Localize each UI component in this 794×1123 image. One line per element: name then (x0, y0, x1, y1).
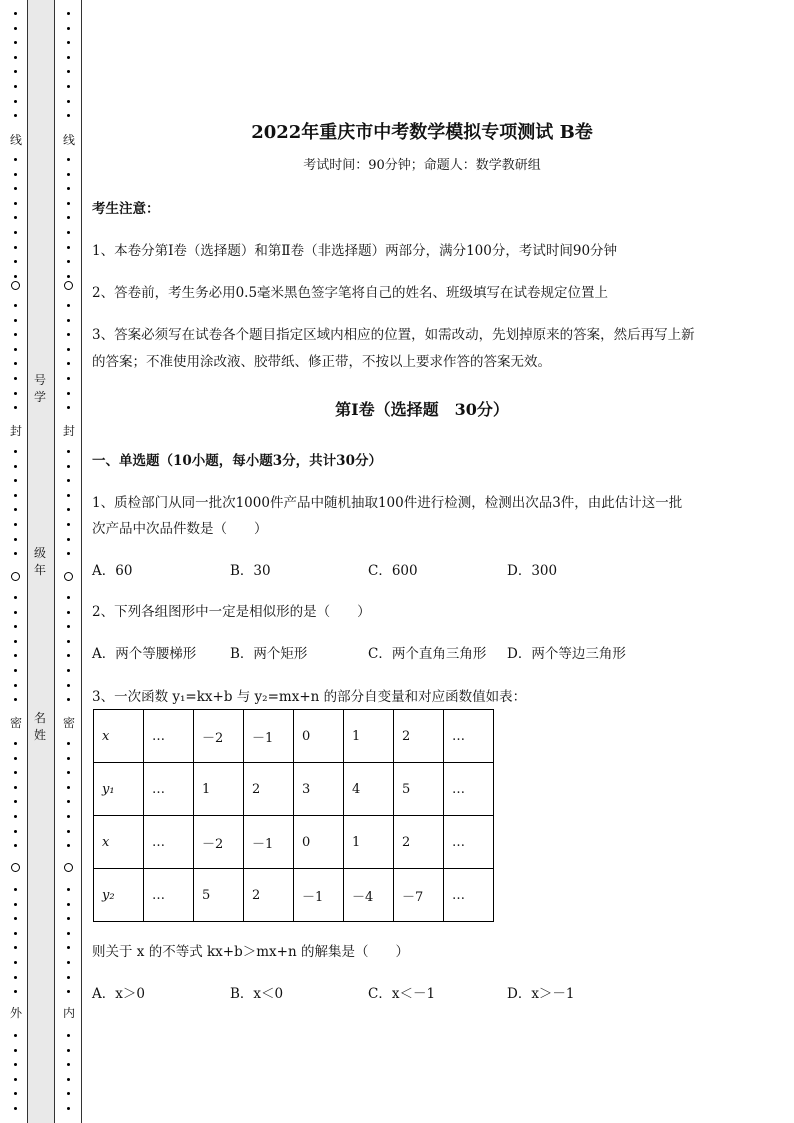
seal-dot (14, 246, 17, 249)
question-3-stem: 3、一次函数 y₁=kx+b 与 y₂=mx+n 的部分自变量和对应函数值如表： (92, 689, 527, 705)
table-cell: y₁ (94, 763, 144, 816)
seal-dot (14, 1034, 17, 1037)
question-1-line-1: 1、质检部门从同一批次1000件产品中随机抽取100件进行检测，检测出次品3件，由此估计这一批 (92, 495, 683, 511)
seal-dot (14, 552, 17, 555)
seal-dot (14, 348, 17, 351)
outer-seal-line (9, 0, 23, 1123)
seal-dot (14, 333, 17, 336)
seal-dot (14, 917, 17, 920)
question-3-question: 则关于 x 的不等式 kx+b＞mx+n 的解集是（ ） (92, 944, 409, 960)
seal-dot (14, 450, 17, 453)
seal-dot (67, 362, 70, 365)
seal-dot (67, 27, 70, 30)
seal-dot (67, 41, 70, 44)
seal-dot (67, 1063, 70, 1066)
seal-dot (14, 698, 17, 701)
note-item-2: 2、答卷前，考生务必用0.5毫米黑色签字笔将自己的姓名、班级填写在试卷规定位置上 (92, 285, 609, 301)
q2-option-d: D．两个等边三角形 (507, 646, 626, 662)
field-grade: 级 年 (33, 546, 46, 577)
seal-dot (67, 976, 70, 979)
seal-dot (14, 479, 17, 482)
table-row (94, 763, 494, 816)
seal-dot (14, 976, 17, 979)
table-cell: －4 (344, 869, 394, 922)
seal-dot (14, 392, 17, 395)
seal-dot (67, 158, 70, 161)
seal-dot (67, 406, 70, 409)
seal-dot (67, 56, 70, 59)
seal-circle (11, 863, 20, 872)
q3-option-d: D．x＞－1 (507, 986, 575, 1002)
part-heading: 一、单选题（10小题，每小题3分，共计30分） (92, 453, 382, 469)
seal-dot (14, 494, 17, 497)
seal-dot (67, 319, 70, 322)
seal-circle (64, 281, 73, 290)
q2-option-a: A．两个等腰梯形 (92, 646, 197, 662)
seal-dot (67, 1092, 70, 1095)
seal-dot (14, 114, 17, 117)
table-row (94, 710, 494, 763)
table-cell: … (144, 816, 194, 869)
note-item-1: 1、本卷分第I卷（选择题）和第Ⅱ卷（非选择题）两部分，满分100分，考试时间90分钟 (92, 243, 618, 259)
seal-dot (67, 596, 70, 599)
table-cell: 0 (294, 710, 344, 763)
q1-option-d: D．300 (507, 563, 558, 579)
seal-dot (14, 800, 17, 803)
seal-dot (67, 465, 70, 468)
seal-dot (67, 844, 70, 847)
table-cell: －1 (244, 816, 294, 869)
seal-dot (14, 275, 17, 278)
seal-dot (14, 70, 17, 73)
seal-dot (67, 187, 70, 190)
seal-dot (67, 932, 70, 935)
q2-option-b: B．两个矩形 (230, 646, 308, 662)
seal-circle (11, 281, 20, 290)
q3-option-b: B．x＜0 (230, 986, 284, 1002)
seal-dot (67, 202, 70, 205)
seal-dot (67, 1107, 70, 1110)
seal-dot (14, 888, 17, 891)
table-cell: 2 (244, 763, 294, 816)
seal-dot (67, 100, 70, 103)
seal-dot (67, 800, 70, 803)
seal-dot (67, 815, 70, 818)
seal-dot (14, 27, 17, 30)
seal-dot (14, 990, 17, 993)
seal-dot (67, 348, 70, 351)
seal-dot (67, 304, 70, 307)
seal-dot (67, 771, 70, 774)
seal-dot (14, 158, 17, 161)
table-cell: … (144, 710, 194, 763)
seal-dot (14, 830, 17, 833)
seal-dot (14, 406, 17, 409)
seal-dot (14, 1107, 17, 1110)
seal-dot (67, 698, 70, 701)
table-cell: －1 (244, 710, 294, 763)
seal-dot (67, 903, 70, 906)
seal-dot (67, 1078, 70, 1081)
seal-dot (67, 1034, 70, 1037)
seal-dot (14, 41, 17, 44)
seal-label: 封 (9, 424, 22, 438)
note-item-3-cont: 的答案；不准使用涂改液、胶带纸、修正带，不按以上要求作答的答案无效。 (92, 354, 551, 370)
seal-dot (14, 654, 17, 657)
seal-dot (67, 275, 70, 278)
seal-dot (67, 216, 70, 219)
seal-dot (14, 523, 17, 526)
seal-label: 密 (9, 716, 22, 730)
seal-dot (14, 640, 17, 643)
seal-dot (67, 611, 70, 614)
seal-dot (67, 377, 70, 380)
table-cell: … (444, 710, 494, 763)
seal-dot (67, 173, 70, 176)
seal-dot (67, 333, 70, 336)
seal-dot (14, 1049, 17, 1052)
seal-dot (14, 465, 17, 468)
seal-dot (67, 479, 70, 482)
seal-dot (14, 508, 17, 511)
seal-dot (14, 1078, 17, 1081)
seal-label: 内 (62, 1006, 75, 1020)
seal-dot (67, 830, 70, 833)
seal-dot (14, 815, 17, 818)
question-2-stem: 2、下列各组图形中一定是相似形的是（ ） (92, 604, 371, 620)
question-1-line-2: 次产品中次品件数是（ ） (92, 521, 268, 537)
seal-dot (67, 70, 70, 73)
seal-dot (67, 246, 70, 249)
seal-dot (14, 1063, 17, 1066)
table-cell: －7 (394, 869, 444, 922)
seal-dot (14, 946, 17, 949)
seal-dot (67, 786, 70, 789)
seal-dot (67, 669, 70, 672)
q1-option-b: B．30 (230, 563, 271, 579)
table-cell: x (94, 710, 144, 763)
seal-dot (14, 56, 17, 59)
seal-dot (14, 932, 17, 935)
table-cell: y₂ (94, 869, 144, 922)
seal-dot (14, 961, 17, 964)
notes-heading: 考生注意： (92, 201, 160, 217)
seal-dot (14, 757, 17, 760)
seal-dot (14, 319, 17, 322)
seal-label: 封 (62, 424, 75, 438)
seal-circle (64, 863, 73, 872)
table-cell: … (144, 763, 194, 816)
seal-dot (67, 684, 70, 687)
seal-dot (14, 377, 17, 380)
table-cell: 2 (394, 816, 444, 869)
seal-dot (14, 742, 17, 745)
table-cell: －1 (294, 869, 344, 922)
table-cell: 2 (394, 710, 444, 763)
seal-dot (14, 786, 17, 789)
seal-dot (14, 304, 17, 307)
seal-dot (67, 1049, 70, 1052)
seal-dot (14, 596, 17, 599)
seal-dot (67, 450, 70, 453)
seal-dot (14, 85, 17, 88)
seal-dot (14, 202, 17, 205)
table-row (94, 869, 494, 922)
table-cell: 4 (344, 763, 394, 816)
table-cell: x (94, 816, 144, 869)
seal-dot (14, 771, 17, 774)
value-table (93, 709, 494, 922)
seal-dot (67, 231, 70, 234)
seal-dot (14, 1092, 17, 1095)
table-cell: 1 (344, 710, 394, 763)
seal-dot (14, 100, 17, 103)
inner-seal-line (62, 0, 76, 1123)
seal-label: 密 (62, 716, 75, 730)
seal-dot (67, 640, 70, 643)
seal-dot (14, 231, 17, 234)
seal-dot (67, 654, 70, 657)
table-cell: －2 (194, 710, 244, 763)
seal-dot (67, 917, 70, 920)
seal-dot (67, 494, 70, 497)
table-cell: 3 (294, 763, 344, 816)
table-cell: 5 (194, 869, 244, 922)
seal-dot (67, 946, 70, 949)
seal-dot (67, 114, 70, 117)
table-cell: 2 (244, 869, 294, 922)
table-cell: 1 (344, 816, 394, 869)
seal-label: 外 (9, 1006, 22, 1020)
seal-dot (67, 961, 70, 964)
table-cell: 5 (394, 763, 444, 816)
seal-label: 线 (62, 133, 75, 147)
seal-circle (11, 572, 20, 581)
seal-dot (14, 903, 17, 906)
seal-dot (67, 12, 70, 15)
seal-dot (14, 260, 17, 263)
field-student-number: 号 学 (33, 373, 46, 404)
seal-dot (67, 508, 70, 511)
table-cell: 1 (194, 763, 244, 816)
table-cell: … (444, 869, 494, 922)
seal-dot (67, 742, 70, 745)
seal-dot (14, 625, 17, 628)
seal-dot (67, 990, 70, 993)
seal-dot (67, 260, 70, 263)
q1-option-c: C．600 (368, 563, 418, 579)
seal-dot (14, 216, 17, 219)
seal-dot (14, 362, 17, 365)
seal-dot (67, 392, 70, 395)
seal-dot (67, 552, 70, 555)
seal-dot (67, 523, 70, 526)
exam-title: 2022年重庆市中考数学模拟专项测试 B卷 (251, 122, 593, 143)
seal-dot (14, 538, 17, 541)
seal-dot (14, 611, 17, 614)
q3-option-a: A．x＞0 (92, 986, 145, 1002)
seal-dot (14, 187, 17, 190)
seal-dot (14, 669, 17, 672)
field-name: 名 姓 (33, 711, 46, 742)
seal-dot (14, 12, 17, 15)
table-cell: … (444, 816, 494, 869)
section-title: 第I卷（选择题 30分） (335, 400, 509, 419)
q1-option-a: A．60 (92, 563, 133, 579)
seal-circle (64, 572, 73, 581)
seal-dot (67, 888, 70, 891)
q3-option-c: C．x＜－1 (368, 986, 436, 1002)
seal-dot (67, 625, 70, 628)
seal-dot (14, 684, 17, 687)
seal-label: 线 (9, 133, 22, 147)
exam-subtitle: 考试时间：90分钟；命题人：数学教研组 (303, 158, 541, 173)
table-cell: … (444, 763, 494, 816)
seal-dot (67, 85, 70, 88)
table-cell: －2 (194, 816, 244, 869)
seal-dot (14, 844, 17, 847)
table-row (94, 816, 494, 869)
table-cell: 0 (294, 816, 344, 869)
q2-option-c: C．两个直角三角形 (368, 646, 487, 662)
note-item-3: 3、答案必须写在试卷各个题目指定区域内相应的位置，如需改动，先划掉原来的答案，然后再写上新 (92, 327, 695, 343)
seal-dot (14, 173, 17, 176)
table-cell: … (144, 869, 194, 922)
seal-dot (67, 757, 70, 760)
seal-dot (67, 538, 70, 541)
binding-margin (0, 0, 82, 1123)
